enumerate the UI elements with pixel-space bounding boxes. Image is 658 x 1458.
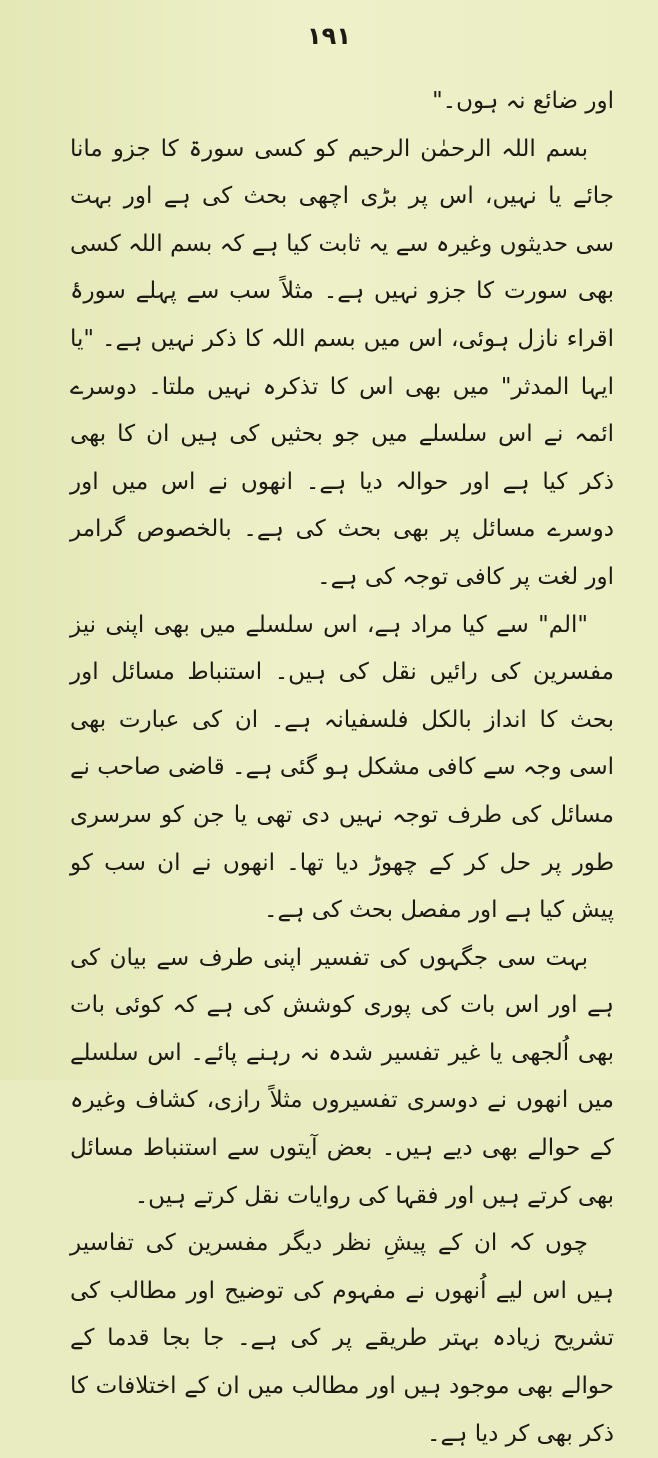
paragraph-alif-lam-mim: "الم" سے کیا مراد ہے، اس سلسلے میں بھی اپنی نیز مفسرین کی رائیں نقل کی ہیں۔ استنباط مسائل اور بحث کا انداز بالکل فلسفیانہ ہے۔ ان کی عبارت بھی اسی وجہ سے کافی مشکل ہو گئی ہے۔ قاضی صاحب نے مسائل کی طرف توجہ نہیں دی تھی یا جن کو سرسری طور پر حل کر کے چھوڑ دیا تھا۔ انھوں نے ان سب کو پیش کیا ہے اور مفصل بحث کی ہے۔ (70, 611, 614, 924)
page-body (70, 78, 614, 1458)
paragraph-tafsir-method: بہت سی جگہوں کی تفسیر اپنی طرف سے بیان کی ہے اور اس بات کی پوری کوشش کی ہے کہ کوئی بات بھی اُلجھی یا غیر تفسیر شدہ نہ رہنے پائے۔ اس سلسلے میں انھوں نے دوسری تفسیروں مثلاً رازی، کشاف وغیرہ کے حوالے بھی دیے ہیں۔ بعض آیتوں سے استنباط مسائل بھی کرتے ہیں اور فقہا کی روایات نقل کرتے ہیں۔ (70, 944, 614, 1209)
paragraph-other-mufassirin: چوں کہ ان کے پیشِ نظر دیگر مفسرین کی تفاسیر ہیں اس لیے اُنھوں نے مفہوم کی توضیح اور مطالب کی تشریح زیادہ بہتر طریقے پر کی ہے۔ جا بجا قدما کے حوالے بھی موجود ہیں اور مطالب میں ان کے اختلافات کا ذکر بھی کر دیا ہے۔ (70, 1230, 614, 1447)
paragraph-bismillah: بسم اللہ الرحمٰن الرحیم کو کسی سورۃ کا جزو مانا جائے یا نہیں، اس پر بڑی اچھی بحث کی ہے اور بہت سی حدیثوں وغیرہ سے یہ ثابت کیا ہے کہ بسم اللہ کسی بھی سورت کا جزو نہیں ہے۔ مثلاً سب سے پہلے سورۂ اقراء نازل ہوئی، اس میں بسم اللہ کا ذکر نہیں ہے۔ "یا ایہا المدثر" میں بھی اس کا تذکرہ نہیں ملتا۔ دوسرے ائمہ نے اس سلسلے میں جو بحثیں کی ہیں ان کا بھی ذکر کیا ہے اور حوالہ دیا ہے۔ انھوں نے اس میں اور دوسرے مسائل پر بھی بحث کی ہے۔ بالخصوص گرامر اور لغت پر کافی توجہ کی ہے۔ (70, 135, 614, 590)
paragraph-quote-end: اور ضائع نہ ہوں۔" (432, 88, 614, 114)
page-number: ۱۹۱ (307, 22, 351, 50)
